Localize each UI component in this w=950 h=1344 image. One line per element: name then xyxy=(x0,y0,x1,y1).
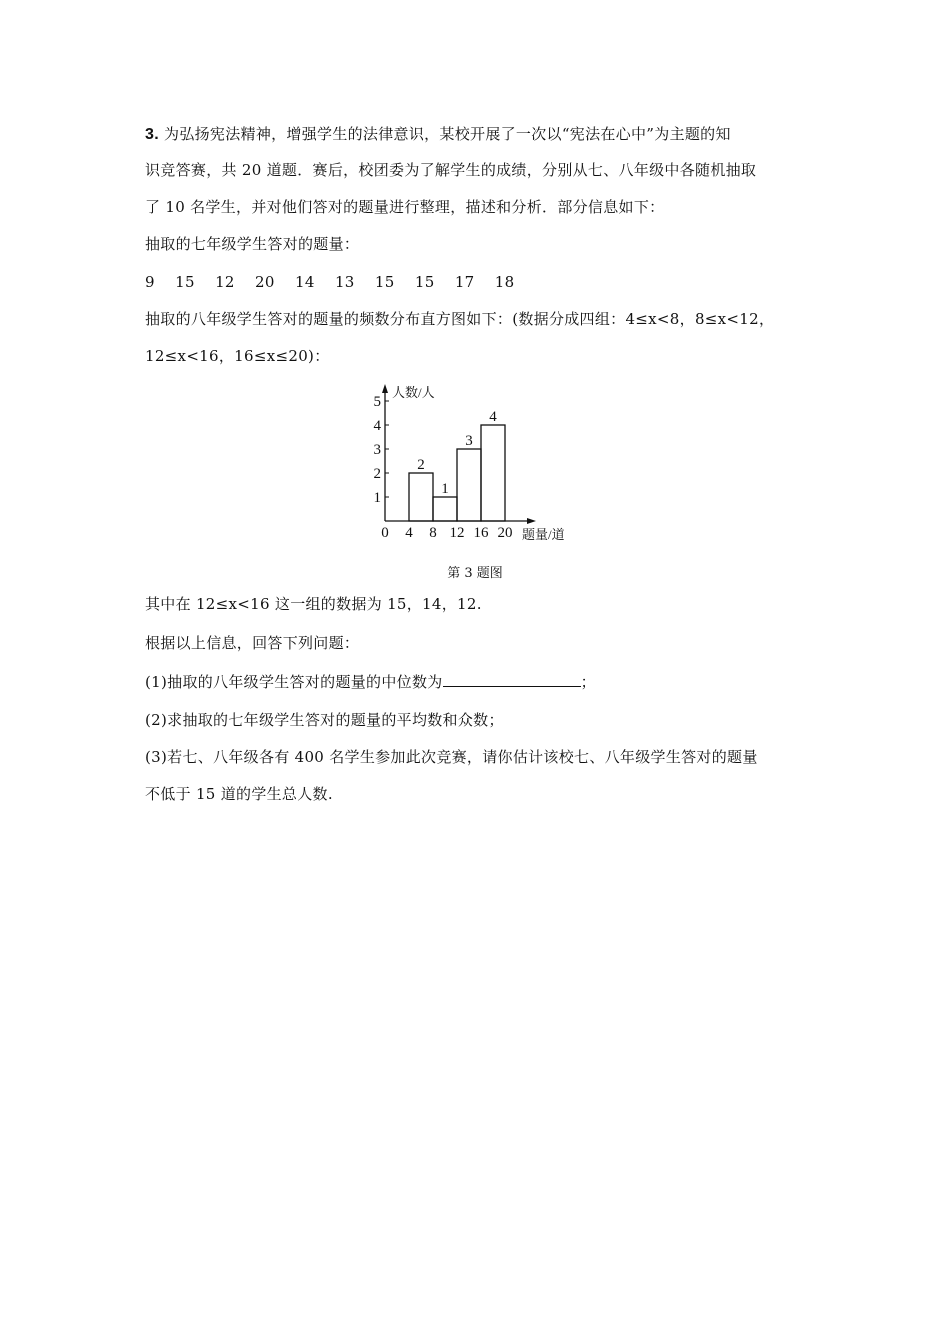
bar-data-label: 4 xyxy=(489,409,497,425)
question-1 xyxy=(145,672,596,692)
histogram xyxy=(0,0,950,560)
question-2: (2)求抽取的七年级学生答对的题量的平均数和众数； xyxy=(145,711,504,729)
x-axis-arrow xyxy=(527,518,536,524)
bar-data-label: 2 xyxy=(417,457,425,473)
y-tick-label: 1 xyxy=(373,490,381,506)
grade7-data: 9 15 12 20 14 13 15 15 17 18 xyxy=(145,273,515,291)
y-tick-label: 3 xyxy=(373,442,381,458)
y-axis-label: 人数/人 xyxy=(392,385,435,400)
answer-blank[interactable] xyxy=(443,672,581,687)
y-axis-arrow xyxy=(382,384,388,393)
problem-line-6: 抽取的八年级学生答对的题量的频数分布直方图如下：(数据分成四组：4≤x<8，8≤x<12， xyxy=(145,310,775,328)
y-tick-label: 2 xyxy=(373,466,381,482)
x-tick-label: 16 xyxy=(473,525,489,541)
problem-line-4: 抽取的七年级学生答对的题量： xyxy=(145,235,360,253)
bar-data-label: 1 xyxy=(441,481,449,497)
x-tick-label: 4 xyxy=(405,525,413,541)
histogram-bar xyxy=(433,497,457,521)
y-tick-label: 5 xyxy=(373,394,381,410)
text: 为弘扬宪法精神，增强学生的法律意识，某校开展了一次以“宪法在心中”为主题的知 xyxy=(164,125,731,143)
histogram-bar xyxy=(481,425,505,521)
problem-line-7: 12≤x<16，16≤x≤20)： xyxy=(145,347,330,365)
bar-data-label: 3 xyxy=(465,433,473,449)
x-tick-label: 20 xyxy=(497,525,513,541)
group-data-note: 其中在 12≤x<16 这一组的数据为 15，14，12. xyxy=(145,595,482,613)
x-tick-label: 8 xyxy=(429,525,437,541)
y-tick-label: 4 xyxy=(373,418,381,434)
x-tick-label: 12 xyxy=(449,525,465,541)
question-3-cont: 不低于 15 道的学生总人数. xyxy=(145,785,333,803)
histogram-bar xyxy=(409,473,433,521)
problem-line-3: 了 10 名学生，并对他们答对的题量进行整理，描述和分析．部分信息如下： xyxy=(145,198,665,216)
x-tick-label: 0 xyxy=(381,525,389,541)
problem-line-2: 识竞答赛，共 20 道题．赛后，校团委为了解学生的成绩，分别从七、八年级中各随机抽取 xyxy=(145,161,757,179)
x-axis-label: 题量/道 xyxy=(522,527,565,542)
figure-caption: 第 3 题图 xyxy=(447,566,503,581)
question-1-text: (1)抽取的八年级学生答对的题量的中位数为 xyxy=(145,673,443,691)
prompt: 根据以上信息，回答下列问题： xyxy=(145,634,360,652)
problem-number: 3. xyxy=(145,126,159,143)
histogram-bar xyxy=(457,449,481,521)
question-3: (3)若七、八年级各有 400 名学生参加此次竞赛，请你估计该校七、八年级学生答对的题量 xyxy=(145,748,758,766)
punct: ； xyxy=(580,673,596,691)
